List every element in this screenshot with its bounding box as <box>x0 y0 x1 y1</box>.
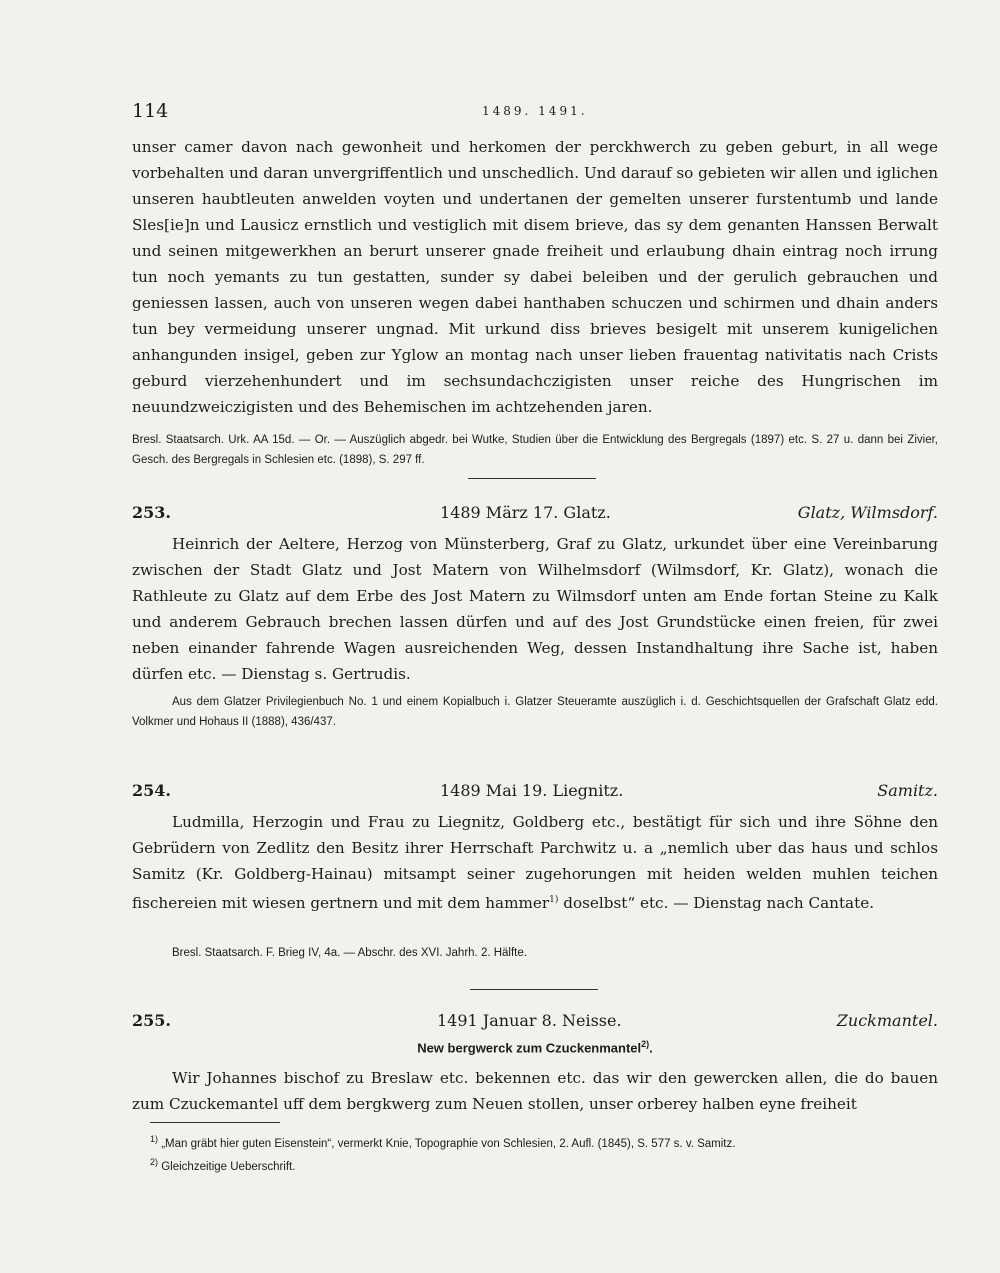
entry-place: Samitz. <box>877 781 938 800</box>
entry-number: 253. <box>132 503 171 522</box>
footnote-1 <box>150 1130 938 1153</box>
entry-254-text-main: Ludmilla, Herzogin und Frau zu Liegnitz, Goldberg etc., bestätigt für sich und ihre Söhne den Gebrüdern von Zedlitz den Besitz ihrer Herrschaft Parchwitz u. a „nemlich uber das haus und schlos Samitz (Kr. Goldberg-Hainau) mitsampt seiner zugehorungen mit heiden welden muhlen teichen fischereien mit wiesen gertnern und mit dem hammer <box>132 813 938 913</box>
footnote-2 <box>150 1153 938 1176</box>
entry-255-text: Wir Johannes bischof zu Breslaw etc. bekennen etc. das wir den gewercken allen, die do bauen zum Czuckemantel uff dem bergkwerg zum Neuen stollen, unser orberey halben eyne freiheit <box>132 1069 938 1113</box>
entry-number: 254. <box>132 781 171 800</box>
entry-date: 1489 März 17. Glatz. <box>440 503 611 522</box>
entry-255-heading <box>132 1011 938 1037</box>
entry-place: Glatz, Wilmsdorf. <box>797 503 938 522</box>
running-head: 1489. 1491. <box>482 104 588 118</box>
entry-253-source: Aus dem Glatzer Privilegienbuch No. 1 und einem Kopialbuch i. Glatzer Steueramte auszüglich i. d. Geschichtsquellen der Grafschaft Glatz edd. Volkmer und Hohaus II (1888), 436/437. <box>132 696 938 728</box>
separator-rule <box>468 478 596 479</box>
entry-number: 255. <box>132 1011 171 1030</box>
subtitle-end: . <box>649 1040 653 1056</box>
entry-date: 1489 Mai 19. Liegnitz. <box>440 781 624 800</box>
footnote-text: „Man gräbt hier guten Eisenstein“, vermerkt Knie, Topographie von Schlesien, 2. Aufl. (1845), S. 577 s. v. Samitz. <box>161 1137 736 1150</box>
footnote-ref: 1) <box>549 895 559 905</box>
entry-253-heading <box>132 503 938 529</box>
page-header <box>132 100 940 124</box>
footnotes <box>150 1130 938 1176</box>
entry-date: 1491 Januar 8. Neisse. <box>437 1011 622 1030</box>
page-number: 114 <box>132 100 169 122</box>
subtitle-text: New bergwerck zum Czuckenmantel <box>417 1040 642 1056</box>
separator-rule <box>470 989 598 990</box>
entry-254-text <box>132 809 938 916</box>
entry-253-text: Heinrich der Aeltere, Herzog von Münsterberg, Graf zu Glatz, urkundet über eine Vereinbarung zwischen der Stadt Glatz und Jost Matern von Wilhelmsdorf (Wilmsdorf, Kr. Glatz), wonach die Rathleute zu Glatz auf dem Erbe des Jost Matern zu Wilmsdorf unten am Ende fortan Steine zu Kalk und anderem Gebrauch brechen lassen dürfen und auf des Jost Grundstücke einen freien, für zwei neben einander fahrende Wagen ausreichenden Weg, dessen Instandhaltung ihre Sache ist, haben dürfen etc. — Dienstag s. Gertrudis. <box>132 535 938 683</box>
entry-254-text-end: doselbst“ etc. — Dienstag nach Cantate. <box>558 894 875 913</box>
entry-255-subtitle <box>132 1039 938 1055</box>
entry-254-source: Bresl. Staatsarch. F. Brieg IV, 4a. — Abschr. des XVI. Jahrh. 2. Hälfte. <box>172 947 527 959</box>
continuation-source: Bresl. Staatsarch. Urk. AA 15d. — Or. — Auszüglich abgedr. bei Wutke, Studien über die Entwicklung des Bergregals (1897) etc. S. 27 u. dann bei Zivier, Gesch. des Bergregals in Schlesien etc. (1898), S. 297 ff. <box>132 434 938 466</box>
entry-254-heading <box>132 781 938 807</box>
footnote-mark: 2) <box>150 1156 159 1167</box>
footnote-text: Gleichzeitige Ueberschrift. <box>161 1160 296 1173</box>
footnote-mark: 1) <box>150 1134 159 1144</box>
continuation-text: unser camer davon nach gewonheit und herkomen der perckhwerch zu geben geburt, in all wege vorbehalten und daran unvergriffentlich und unschedlich. Und darauf so gebieten wir allen und iglichen unseren haubtleuten anwelden voyten und undertanen der gemelten unserer furstentumb und lande Sles[ie]n und Lausicz ernstlich und vestiglich mit disem brieve, das sy dem genanten Hanssen Berwalt und seinen mitgewerkhen an berurt unserer gnade freiheit und erlaubung dhain eintrag noch irrung tun noch yemants zu tun gestatten, sunder sy dabei beleiben und der gerulich gebrauchen und geniessen lassen, auch von unseren wegen dabei hanthaben schuczen und schirmen und dhain anders tun bey vermeidung unserer ungnad. Mit urkund diss brieves besigelt mit unserem kunigelichen anhangunden insigel, geben zur Yglow an montag nach unser lieben frauentag nativitatis nach Crists geburd vierzehenhundert und im sechsundachczigisten unser reiche des Hungrischen im neuundzweiczigisten und des Behemischen im achtzehenden jaren. <box>132 138 938 416</box>
footnote-ref: 2) <box>641 1039 650 1049</box>
entry-place: Zuckmantel. <box>836 1011 938 1030</box>
footnote-rule <box>150 1122 280 1123</box>
